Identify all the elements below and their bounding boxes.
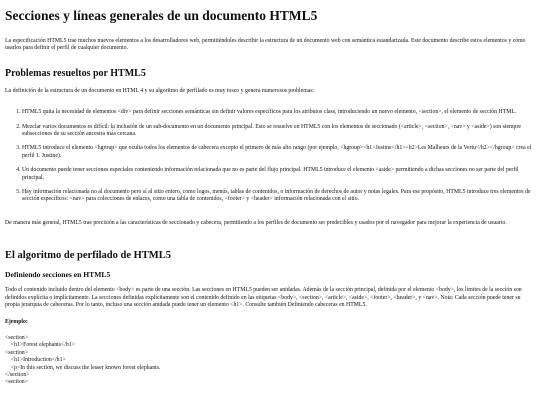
example-label: Ejemplo: (5, 318, 28, 325)
problems-conclusion: De manera más general, HTML5 trae precisión a las características de seccionado y cabecera, permitiendo a los perfiles de documento ser predecibles y usados por el navegador para mejorar la experiencia de usuario. (5, 219, 507, 226)
algorithm-body: Todo el contenido incluido dentro del elemento <body> es parte de una sección. Las secciones en HTML5 pueden ser anidadas. Además de la sección principal, definida por el elemento <body>, los límites de la sección son definidos explícita o implícitamente. La secciones definidas explícitamente son el contenido definido en las etiquetas <body>, <section>, <article>, <aside>, <footer>, <header>, y <nav>. Nota: Cada sección puede tener su propia jerarquía de cabeceras. Por lo tanto, incluso una sección anidada puede tener un elemento <h1>. Consulte también Definiendo cabeceras en HTML5. (5, 287, 522, 309)
algorithm-subheading: Definiendo secciones en HTML5 (5, 270, 111, 280)
example-code: <section> <h1>Forest elephants</h1> <section> <h1>Introduction</h1> <p>In this section, we discuss the lesser known forest elephants. </section> <section> (5, 334, 161, 386)
problems-list (5, 109, 534, 204)
problem-item: 3. HTML5 introduce el elemento <hgroup> que oculta todos los elementos de cabecera excepto el primero de más alto rango (por ejemplo, <hgroup><h1>Justine</h1><h2>Les Malheurs de la Vertu</h2></hgroup> crea el perfil 1. Justine). (22, 145, 534, 160)
problems-heading: Problemas resueltos por HTML5 (5, 67, 146, 79)
intro-paragraph: La especificación HTML5 trae muchos nuevos elementos a los desarrolladores web, permitiéndoles describir la estructura de un documento web con semántica estandarizada. Este documento describe estos elementos y cómo usarlos para definir el perfil de cualquier documento. (5, 38, 526, 52)
problem-item: 4. Un documento puede tener secciones especiales conteniendo información relacionada que no es parte del flujo principal. HTML5 introduce el elemento <aside> permitiendo a dichas secciones no ser parte del perfil principal. (22, 167, 534, 182)
problem-item: 1. HTML5 quita la necesidad de elementos <div> para definir secciones semánticas sin definir valores específicos para los atributos class, introduciendo un nuevo elemento, <section>, el elemento de sección HTML. (22, 109, 534, 116)
page-title: Secciones y líneas generales de un documento HTML5 (5, 8, 318, 23)
problems-intro: La definición de la estructura de un documento en HTML 4 y su algoritmo de perfilado es muy tosco y genera numerosos problemas: (5, 87, 315, 94)
problem-item: 5. Hay información relacionada no al documento pero sí al sitio entero, como logos, menús, tablas de contenidos, o información de derechos de autor y notas legales. Para ese propósito, HTML5 introduce tres elementos de sección específicos: <nav> para colecciones de enlaces, como una tabla de contenidos, <footer> y <header> información relacionada con el sitio. (22, 189, 534, 204)
problem-item: 2. Mezclar varios documentos es difícil: la inclusión de un sub-documento en un documento principal. Esto se resuelve en HTML5 con los elementos de seccionado (<article>, <section>, <nav> y <aside>) son siempre subsecciones de su sección ancestra más cercana. (22, 124, 534, 139)
algorithm-heading: El algoritmo de perfilado de HTML5 (5, 250, 171, 262)
